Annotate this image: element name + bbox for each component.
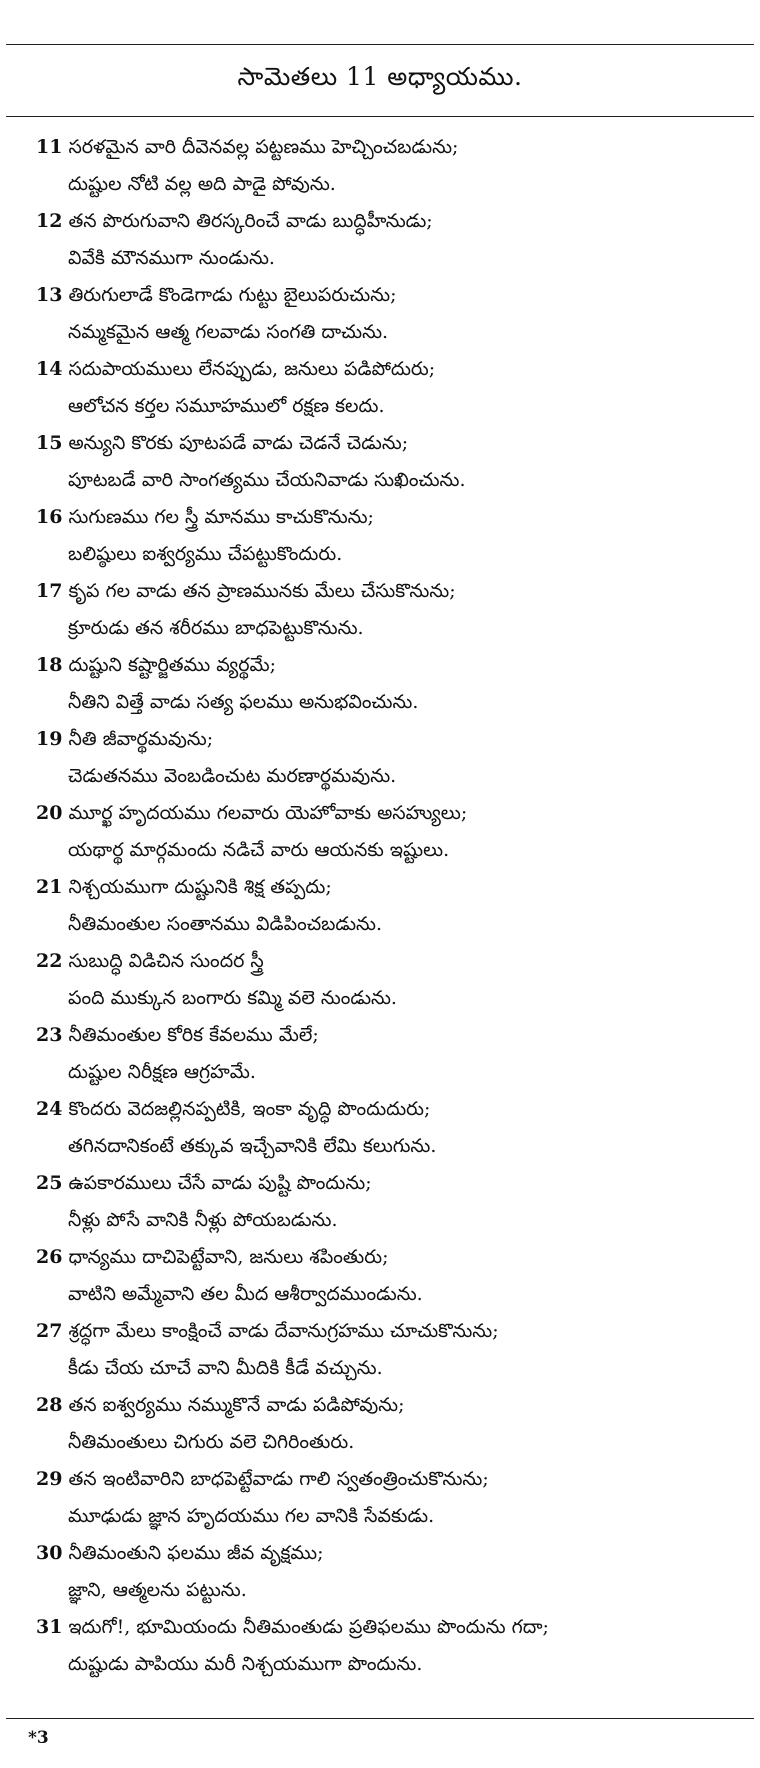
verse-18 [36,646,752,720]
verse-number: 16 [36,506,63,528]
verse-number: 26 [36,1246,63,1268]
verse-14 [36,350,752,424]
verse-31 [36,1608,752,1682]
verse-text-line1: అన్యుని కొరకు పూటపడే వాడు చెడనే చెడును; [68,432,409,454]
verse-text-line1: నీతి జీవార్థమవును; [68,728,214,750]
verse-first-line [36,646,752,684]
verse-number: 24 [36,1098,63,1120]
verse-22 [36,942,752,1016]
verse-text-line1: మూర్ఖ హృదయము గలవారు యెహోవాకు అసహ్యులు; [68,802,468,824]
verse-20 [36,794,752,868]
verse-first-line [36,1534,752,1572]
verse-text-line2: చెడుతనము వెంబడించుట మరణార్థమవును. [68,765,397,787]
verse-number: 20 [36,802,63,824]
verse-first-line [36,350,752,388]
verse-first-line [36,794,752,832]
verse-first-line [36,1608,752,1646]
verse-number: 19 [36,728,63,750]
verse-text-line1: నీతిమంతుని ఫలము జీవ వృక్షము; [68,1542,324,1564]
chapter-title: సామెతలు 11 అధ్యాయము. [237,62,523,91]
verse-text-line1: కృప గల వాడు తన ప్రాణమునకు మేలు చేసుకొనును; [68,580,456,602]
verse-text-line1: నిశ్చయముగా దుష్టునికి శిక్ష తప్పదు; [68,876,332,898]
bottom-rule [6,1718,754,1719]
verse-first-line [36,1312,752,1350]
verse-first-line [36,498,752,536]
verse-text-line2: దుష్టుల నోటి వల్ల అది పాడై పోవును. [68,173,336,195]
verse-text-line1: సదుపాయములు లేనప్పుడు, జనులు పడిపోదురు; [68,358,436,380]
verse-first-line [36,720,752,758]
verse-text-line1: ధాన్యము దాచిపెట్టేవాని, జనులు శపింతురు; [68,1246,389,1268]
verse-23 [36,1016,752,1090]
verse-number: 13 [36,284,63,306]
verse-first-line [36,942,752,980]
verse-15 [36,424,752,498]
verse-text-line1: సుగుణము గల స్త్రీ మానము కాచుకొనును; [68,506,374,528]
verse-text-line2: నీళ్లు పోసే వానికి నీళ్లు పోయబడును. [68,1209,338,1231]
verse-number: 23 [36,1024,63,1046]
verse-number: 14 [36,358,63,380]
verse-text-line2: యథార్థ మార్గమందు నడిచే వారు ఆయనకు ఇష్టులు. [68,839,450,861]
verse-number: 15 [36,432,63,454]
verse-text-line1: సరళమైన వారి దీవెనవల్ల పట్టణము హెచ్చించబడును; [68,136,459,158]
verse-text-line2: ఆలోచన కర్తల సమూహములో రక్షణ కలదు. [68,395,385,417]
verse-text-line2: దుష్టుడు పాపియు మరీ నిశ్చయముగా పొందును. [68,1653,423,1675]
verse-text-line2: దుష్టుల నిరీక్షణ ఆగ్రహమే. [68,1061,256,1083]
verse-text-line2: మూఢుడు జ్ఞాన హృదయము గల వానికి సేవకుడు. [68,1505,435,1527]
verse-number: 12 [36,210,63,232]
verse-text-line1: నీతిమంతుల కోరిక కేవలము మేలే; [68,1024,319,1046]
verse-first-line [36,1016,752,1054]
header-rule [6,116,754,117]
verse-28 [36,1386,752,1460]
verse-text-line1: ఇదుగో!, భూమియందు నీతిమంతుడు ప్రతిఫలము పొందును గదా; [68,1616,549,1638]
verse-text-line1: శ్రద్ధగా మేలు కాంక్షించే వాడు దేవానుగ్రహము చూచుకొనును; [68,1320,499,1342]
verse-number: 21 [36,876,63,898]
verse-text-line1: సుబుద్ధి విడిచిన సుందర స్త్రీ [68,950,264,972]
verse-text-line2: జ్ఞాని, ఆత్మలను పట్టును. [68,1579,247,1601]
verse-first-line [36,202,752,240]
verse-13 [36,276,752,350]
verse-text-line2: తగినదానికంటే తక్కువ ఇచ్చేవానికి లేమి కలుగును. [68,1135,437,1157]
verse-text-line2: పంది ముక్కున బంగారు కమ్మి వలె నుండును. [68,987,397,1009]
verse-first-line [36,1238,752,1276]
verse-number: 18 [36,654,63,676]
verse-first-line [36,424,752,462]
verse-first-line [36,1090,752,1128]
top-rule [6,44,754,45]
verse-first-line [36,1164,752,1202]
verse-21 [36,868,752,942]
verse-text-line2: నీతిని విత్తే వాడు సత్య ఫలము అనుభవించును. [68,691,419,713]
verse-first-line [36,128,752,166]
verse-16 [36,498,752,572]
verse-text-line1: దుష్టుని కష్టార్జితము వ్యర్థమే; [68,654,276,676]
verse-text-line2: నమ్మకమైన ఆత్మ గలవాడు సంగతి దాచును. [68,321,389,343]
verse-text-line2: వాటిని అమ్మేవాని తల మీద ఆశీర్వాదముండును. [68,1283,423,1305]
verse-12 [36,202,752,276]
verse-first-line [36,572,752,610]
verse-text-line1: తన ఇంటివారిని బాధపెట్టేవాడు గాలి స్వతంత్రించుకొనును; [68,1468,489,1490]
verse-first-line [36,276,752,314]
verse-first-line [36,1386,752,1424]
verse-number: 30 [36,1542,63,1564]
verse-text-line1: ఉపకారములు చేసే వాడు పుష్టి పొందును; [68,1172,372,1194]
verse-first-line [36,868,752,906]
verse-text-line2: కీడు చేయ చూచే వాని మీదికి కీడే వచ్చును. [68,1357,383,1379]
verse-number: 31 [36,1616,63,1638]
verse-text-line2: క్రూరుడు తన శరీరము బాధపెట్టుకొనును. [68,617,364,639]
verse-24 [36,1090,752,1164]
verse-first-line [36,1460,752,1498]
verse-11 [36,128,752,202]
verse-number: 28 [36,1394,63,1416]
verse-text-line2: నీతిమంతుల సంతానము విడిపించబడును. [68,913,382,935]
verse-text-line2: వివేకి మౌనముగా నుండును. [68,247,275,269]
verse-27 [36,1312,752,1386]
verse-text-line1: తిరుగులాడే కొండెగాడు గుట్టు బైలుపరుచును; [68,284,397,306]
verse-19 [36,720,752,794]
verse-26 [36,1238,752,1312]
verse-30 [36,1534,752,1608]
verse-text-line1: కొందరు వెదజల్లినప్పటికి, ఇంకా వృద్ధి పొందుదురు; [68,1098,431,1120]
verse-17 [36,572,752,646]
verse-29 [36,1460,752,1534]
verse-text-line1: తన ఐశ్వర్యము నమ్ముకొనే వాడు పడిపోవును; [68,1394,405,1416]
verse-text-line2: పూటబడే వారి సాంగత్యము చేయనివాడు సుఖించును. [68,469,466,491]
verse-text-line2: బలిష్ఠులు ఐశ్వర్యము చేపట్టుకొందురు. [68,543,343,565]
verse-number: 27 [36,1320,63,1342]
verse-number: 29 [36,1468,63,1490]
verse-number: 22 [36,950,63,972]
verse-list [36,128,752,1682]
verse-25 [36,1164,752,1238]
verse-text-line2: నీతిమంతులు చిగురు వలె చిగిరింతురు. [68,1431,355,1453]
footer-signature-mark: *3 [28,1728,49,1748]
verse-number: 17 [36,580,63,602]
verse-text-line1: తన పొరుగువాని తిరస్కరించే వాడు బుద్ధిహీనుడు; [68,210,433,232]
verse-number: 25 [36,1172,63,1194]
verse-number: 11 [36,136,63,158]
